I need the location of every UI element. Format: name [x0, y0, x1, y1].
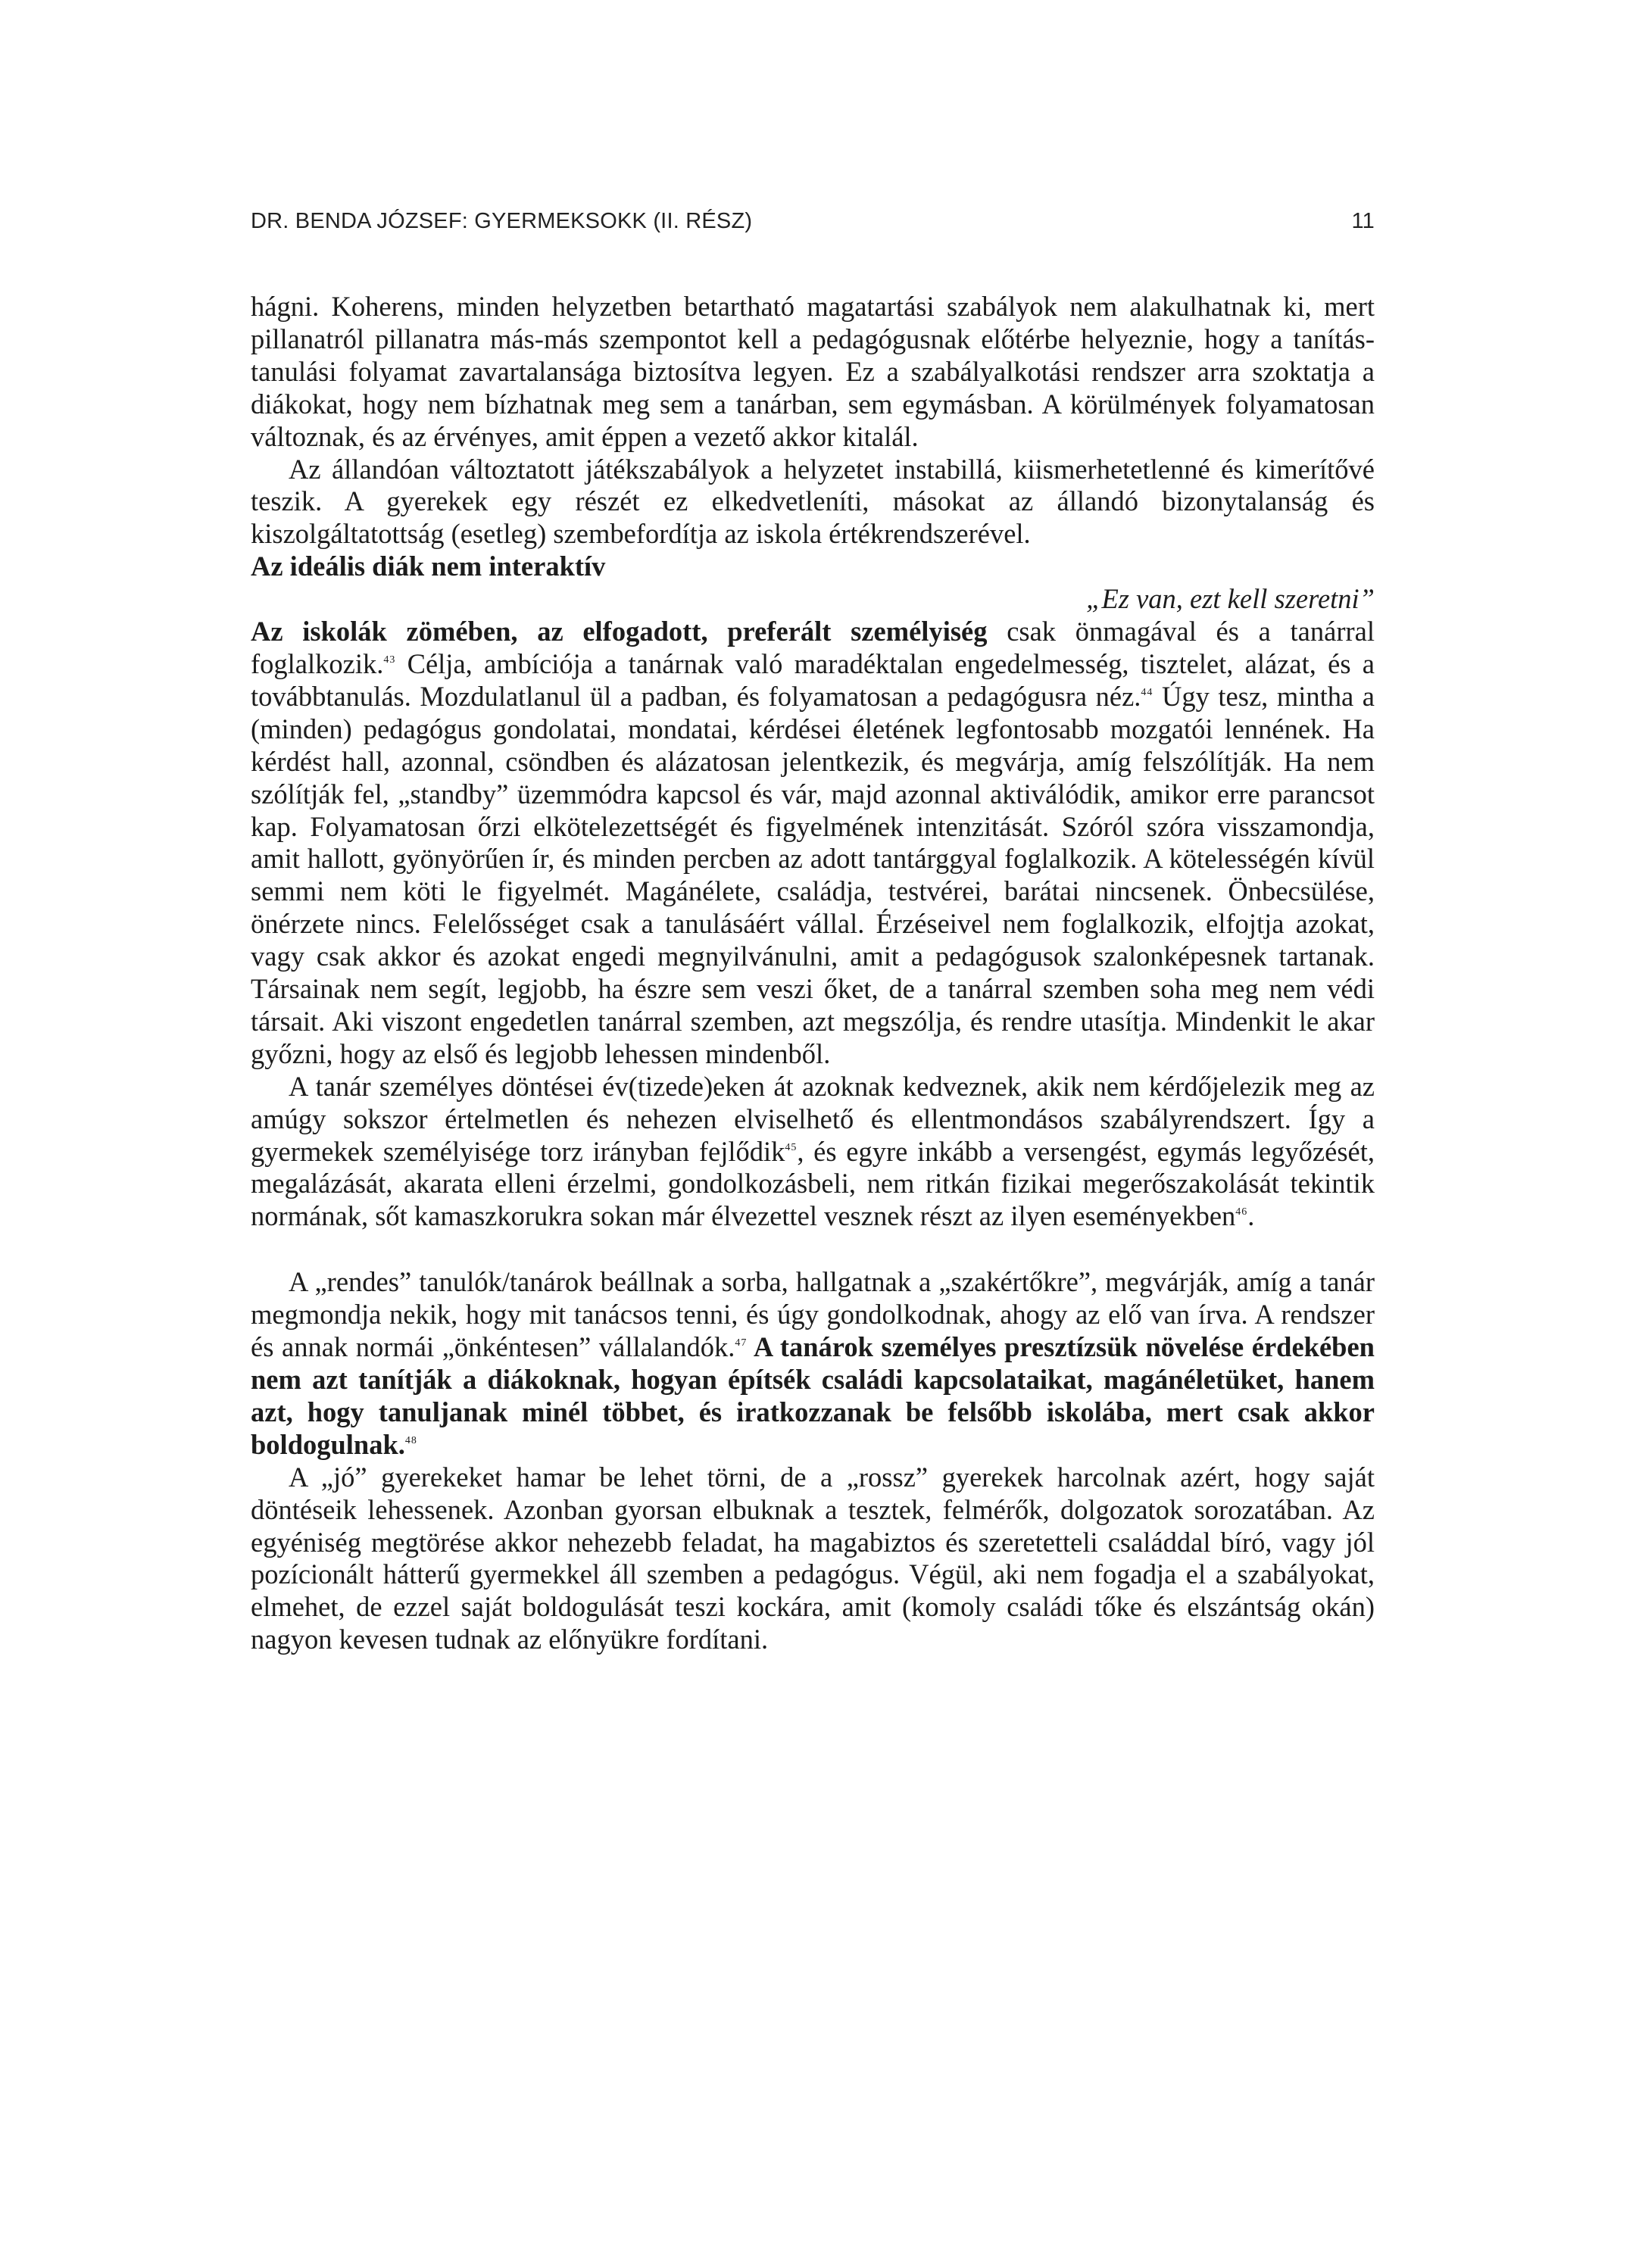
paragraph-1: hágni. Koherens, minden helyzetben betartható magatartási szabályok nem alakulhatnak ki, mert pillanatról pillanatra más-más szempontot kell a pedagógusnak előtérbe helyeznie, hogy a tanítás-tanulási folyamat zavartalansága biztosítva legyen. Ez a szabályalkotási rendszer arra szoktatja a diákokat, hogy nem bízhatnak meg sem a tanárban, sem egymásban. A körülmények folyamatosan változnak, és az érvényes, amit éppen a vezető akkor kitalál. — [251, 291, 1375, 452]
paragraph-5: A „rendes” tanulók/tanárok beállnak a sorba, hallgatnak a „szakértőkre”, megvárják, amíg a tanár megmondja nekik, hogy mit tanácsos tenni, és úgy gondolkodnak, ahogy az elő van írva. A rendszer és annak normái „önkéntesen” vállalandók.$^{47}$ A tanárok személyes presztízsük növelése érdekében nem azt tanítják a diákoknak, hogyan építsék családi kapcsolataikat, magánéletüket, hanem azt, hogy tanuljanak minél többet, és iratkozzanak be felsőbb iskolába, mert csak akkor boldogulnak.$^{48}$ — [251, 1266, 1375, 1460]
footnote-ref-48: 48 — [404, 1434, 417, 1446]
paragraph-3: Az iskolák zömében, az elfogadott, preferált személyiség csak önmagával és a tanárral foglalkozik.$^{43}$ Célja, ambíciója a tanárnak való maradéktalan engedelmesség, tisztelet, alázat, és a továbbtanulás. Mozdulatlanul ül a padban, és folyamatosan a pedagógusra néz.$^{44}$ Úgy tesz, mintha a (minden) pedagógus gondolatai, mondatai, kérdései életének legfontosabb mozgatói lennének. Ha kérdést hall, azonnal, csöndben és alázatosan jelentkezik, és megvárja, amíg felszólítják. Ha nem szólítják fel, „standby” üzemmódra kapcsol és vár, majd azonnal aktiválódik, amikor erre parancsot kap. Folyamatosan őrzi elkötelezettségét és figyelmének intenzitását. Szóról szóra visszamondja, amit hallott, gyönyörűen ír, és minden percben az adott tantárggyal foglalkozik. A kötelességén kívül semmi nem köti le figyelmét. Magánélete, családja, testvérei, barátai nincsenek. Önbecsülése, önérzete nincs. Felelősséget csak a tanulásáért vállal. Érzéseivel nem foglalkozik, elfojtja azokat, vagy csak akkor és azokat engedi megnyilvánulni, amit a pedagógusok szalonképesnek tartanak. Társainak nem segít, legjobb, ha észre sem veszi őket, de a tanárral szemben soha meg nem védi társait. Aki viszont engedetlen tanárral szemben, azt megszólja, és rendre utasítja. Mindenkit le akar győzni, hogy az első és legjobb lehessen mindenből. — [251, 616, 1375, 1069]
bold-statement: A tanárok személyes presztízsük növelése érdekében nem azt tanítják a diákoknak, hogyan építsék családi kapcsolataikat, magánéletüket, hanem azt, hogy tanuljanak minél többet, és iratkozzanak be felsőbb iskolába, mert csak akkor boldogulnak. — [251, 1331, 1375, 1460]
paragraph-4: A tanár személyes döntései év(tizede)eken át azoknak kedveznek, akik nem kérdőjelezik meg az amúgy sokszor értelmetlen és nehezen elviselhető és ellentmondásos szabályrendszert. Így a gyermekek személyisége torz irányban fejlődik$^{45}$, és egyre inkább a versengést, egymás legyőzését, megalázását, akarata elleni érzelmi, gondolkozásbeli, nem ritkán fizikai megerőszakolását tekintik normának, sőt kamaszkorukra sokan már élvezettel vesznek részt az ilyen eseményekben$^{46}$. — [251, 1070, 1375, 1232]
paragraph-6: A „jó” gyerekeket hamar be lehet törni, de a „rossz” gyerekek harcolnak azért, hogy saját döntéseik lehessenek. Azonban gyorsan elbuknak a tesztek, felmérők, dolgozatok sorozatában. Az egyéniség megtörése akkor nehezebb feladat, ha magabiztos és szeretetteli családdal bíró, vagy jól pozícionált hátterű gyermekkel áll szemben a pedagógus. Végül, aki nem fogadja el a szabályokat, elmehet, de ezzel saját boldogulását teszi kockára, amit (komoly családi tőke és elszántság okán) nagyon kevesen tudnak az előnyükre fordítani. — [251, 1461, 1375, 1655]
section-heading: Az ideális diák nem interaktív — [251, 551, 606, 582]
running-header — [251, 206, 1375, 236]
paragraph-2: Az állandóan változtatott játékszabályok a helyzetet instabillá, kiismerhetetlenné és kimerítővé teszik. A gyerekek egy részét ez elkedvetleníti, másokat az állandó bizonytalanság és kiszolgáltatottság (esetleg) szembefordítja az iskola értékrendszerével. — [251, 453, 1375, 550]
footnote-ref-46: 46 — [1235, 1206, 1248, 1218]
footnote-ref-44: 44 — [1141, 686, 1153, 698]
running-title: DR. BENDA JÓZSEF: GYERMEKSOKK (II. RÉSZ) — [251, 208, 753, 233]
bold-lead: Az iskolák zömében, az elfogadott, preferált személyiség — [251, 616, 988, 647]
page-number: 11 — [1351, 208, 1375, 233]
footnote-ref-43: 43 — [383, 654, 396, 666]
epigraph: „Ez van, ezt kell szeretni” — [1086, 583, 1375, 615]
footnote-ref-47: 47 — [735, 1337, 748, 1349]
body-text — [251, 291, 1375, 1656]
footnote-ref-45: 45 — [785, 1141, 798, 1153]
